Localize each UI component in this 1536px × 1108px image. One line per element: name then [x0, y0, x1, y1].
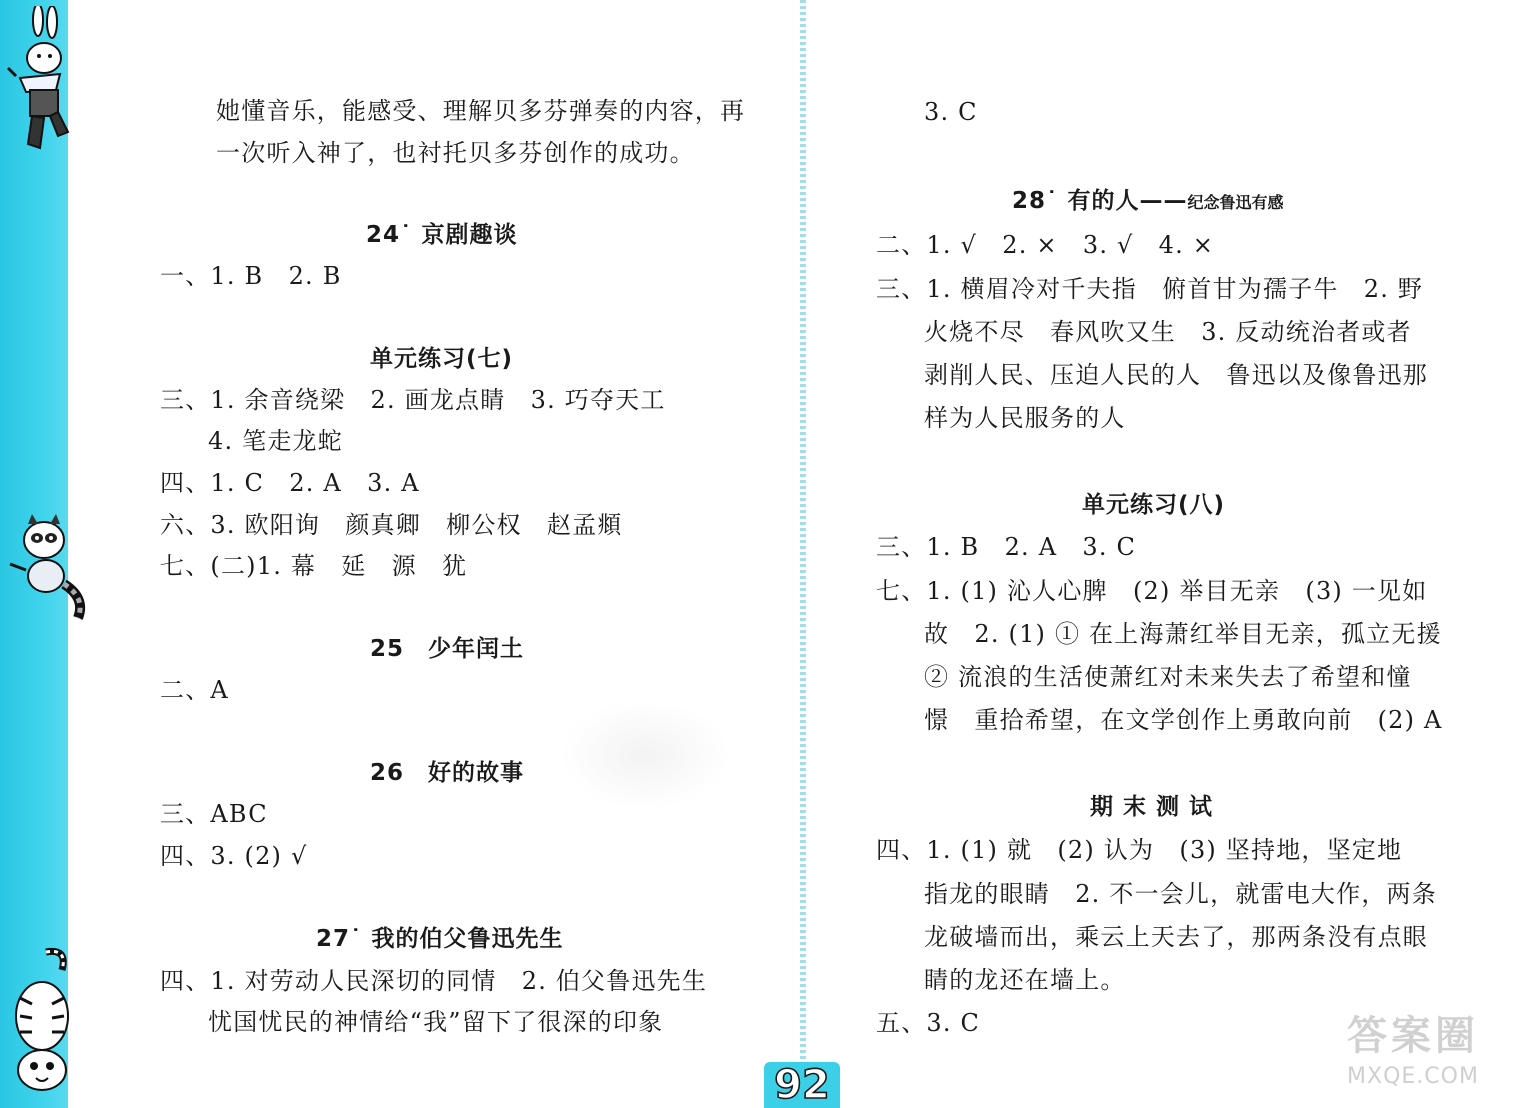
lesson-heading: 24˙ 京剧趣谈 [366, 222, 518, 248]
answer-line: 龙破墙而出，乘云上天去了，那两条没有点眼 [924, 923, 1428, 951]
watermark-logo-text: 答案圈 [1347, 1013, 1479, 1059]
lesson-heading: 26 好的故事 [370, 760, 525, 786]
exam-heading: 期 末 测 试 [1090, 794, 1214, 820]
tiger-mascot-icon [6, 946, 80, 1096]
raccoon-mascot-icon [6, 514, 90, 624]
answer-line: 二、1. √ 2. × 3. √ 4. × [876, 231, 1215, 259]
lesson-heading [1012, 186, 1284, 218]
page-number-tab [764, 1062, 840, 1108]
answer-line: 样为人民服务的人 [924, 404, 1126, 432]
answer-line: 三、ABC [160, 800, 268, 828]
watermark [1298, 1010, 1528, 1102]
answer-line: 四、3. (2) √ [160, 842, 308, 870]
lesson-title: 28˙ 有的人—— [1012, 188, 1188, 214]
decorative-sidebar [0, 0, 68, 1108]
answer-line: 一次听入神了，也衬托贝多芬创作的成功。 [216, 139, 695, 167]
answer-line: 三、1. B 2. A 3. C [876, 533, 1137, 561]
answer-line: 火烧不尽 春风吹又生 3. 反动统治者或者 [924, 318, 1412, 346]
answer-line: 七、(二)1. 幕 延 源 犹 [160, 552, 468, 580]
answer-line: 七、1. (1) 沁人心脾 (2) 举目无亲 (3) 一见如 [876, 577, 1428, 605]
answer-line: 3. C [924, 98, 978, 126]
answer-line: 四、1. (1) 就 (2) 认为 (3) 坚持地，坚定地 [876, 836, 1403, 864]
answer-line: 二、A [160, 676, 229, 704]
page-spine [800, 0, 806, 1108]
right-page [876, 0, 1456, 1060]
answer-line: 六、3. 欧阳询 颜真卿 柳公权 赵孟頫 [160, 511, 623, 539]
answer-line: 一、1. B 2. B [160, 262, 342, 290]
answer-line: 指龙的眼睛 2. 不一会儿，就雷电大作，两条 [924, 880, 1437, 908]
answer-line: 四、1. 对劳动人民深切的同情 2. 伯父鲁迅先生 [160, 967, 708, 995]
left-page [160, 0, 760, 1060]
unit-heading: 单元练习(七) [370, 346, 514, 372]
lesson-heading: 27˙ 我的伯父鲁迅先生 [316, 926, 564, 952]
answer-line: 4. 笔走龙蛇 [208, 427, 343, 455]
unit-heading: 单元练习(八) [1082, 492, 1226, 518]
answer-line: ② 流浪的生活使萧红对未来失去了希望和憧 [924, 663, 1412, 691]
answer-line: 剥削人民、压迫人民的人 鲁迅以及像鲁迅那 [924, 361, 1428, 389]
lesson-heading: 25 少年闰土 [370, 636, 525, 662]
answer-line: 故 2. (1) ① 在上海萧红举目无亲，孤立无援 [924, 620, 1442, 648]
answer-line: 忧国忧民的神情给“我”留下了很深的印象 [208, 1008, 664, 1036]
answer-line: 四、1. C 2. A 3. A [160, 469, 420, 497]
answer-line: 五、3. C [876, 1009, 981, 1037]
answer-line: 睛的龙还在墙上。 [924, 966, 1126, 994]
answer-line: 三、1. 横眉冷对千夫指 俯首甘为孺子牛 2. 野 [876, 275, 1424, 303]
page-number: 92 [774, 1062, 830, 1108]
answer-line: 憬 重拾希望，在文学创作上勇敢向前 (2) A [924, 706, 1443, 734]
answer-line: 她懂音乐，能感受、理解贝多芬弹奏的内容，再 [216, 97, 746, 125]
rabbit-mascot-icon [6, 6, 76, 156]
answer-line: 三、1. 余音绕梁 2. 画龙点睛 3. 巧夺天工 [160, 386, 666, 414]
watermark-url: MXQE.COM [1347, 1064, 1479, 1089]
lesson-subtitle: 纪念鲁迅有感 [1187, 193, 1284, 212]
